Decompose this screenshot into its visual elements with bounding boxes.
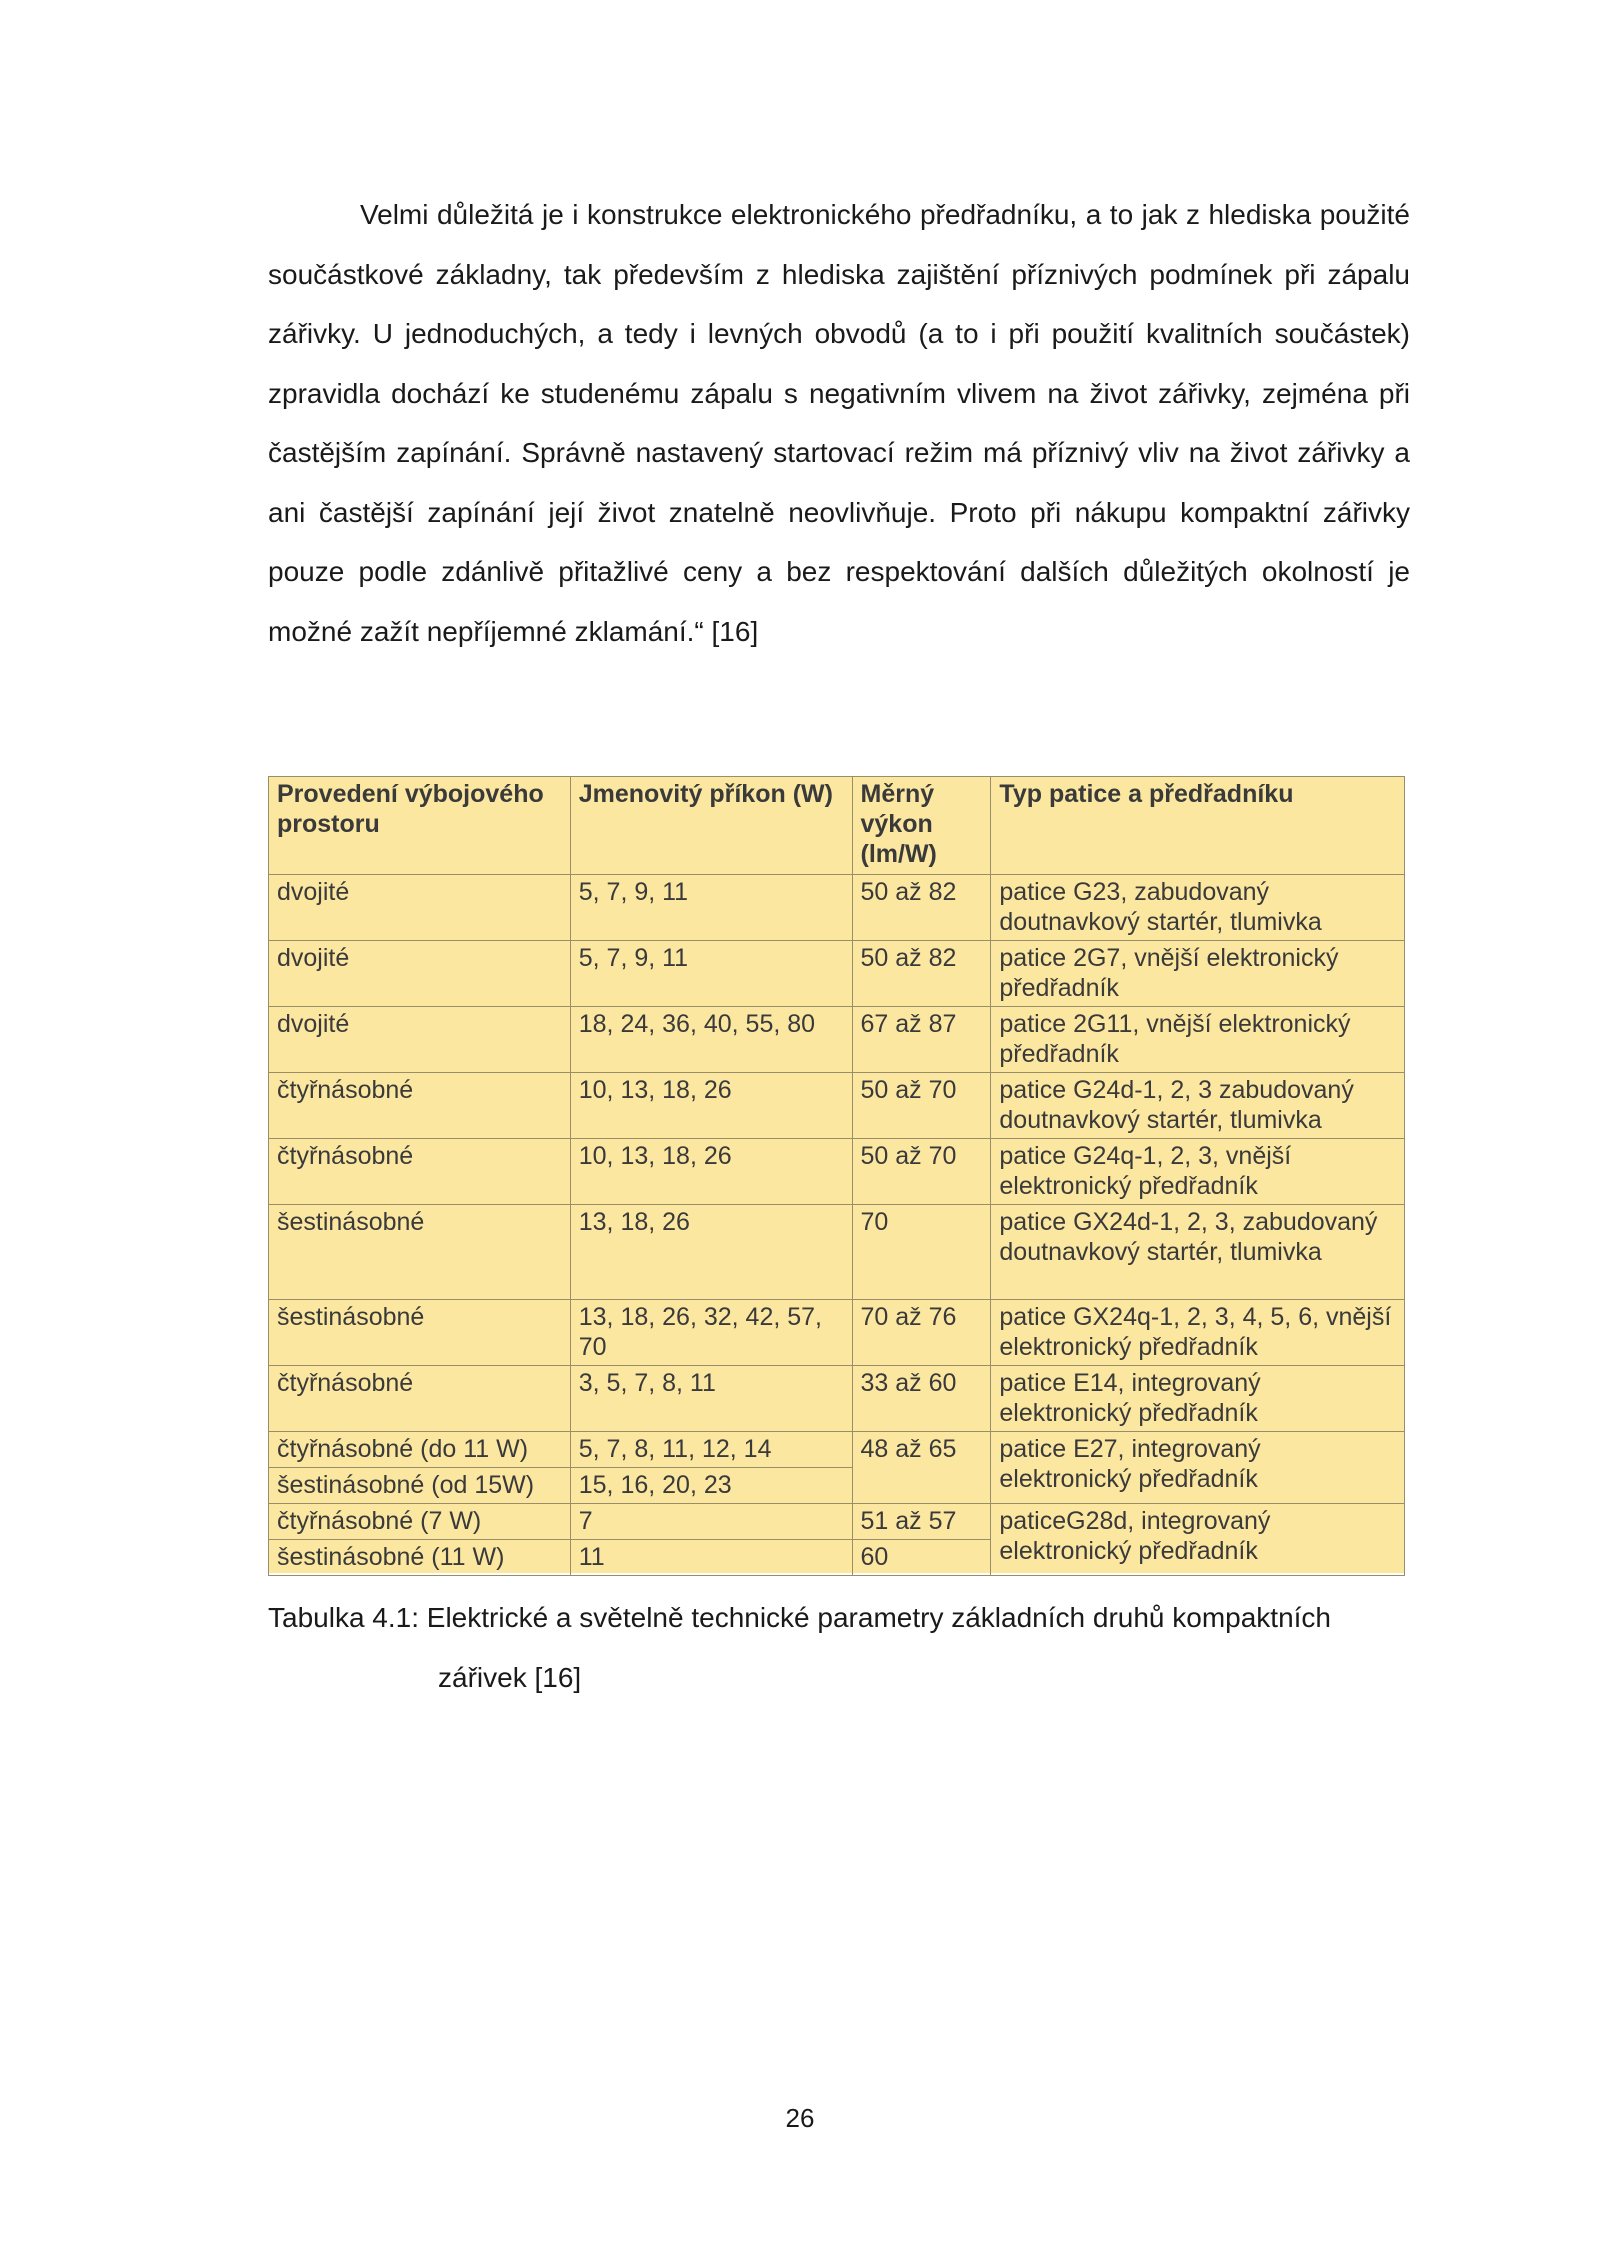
table-cell: paticeG28d, integrovaný elektronický předřadník — [991, 1504, 1405, 1576]
table-header-row — [269, 777, 1405, 875]
table-cell: šestinásobné (11 W) — [269, 1540, 571, 1576]
table-cell: čtyřnásobné — [269, 1139, 571, 1205]
table-row — [269, 1007, 1405, 1073]
header-discharge-space: Provedení výbojového prostoru — [269, 777, 571, 875]
body-paragraph — [268, 185, 1410, 661]
table-cell: patice E14, integrovaný elektronický předřadník — [991, 1366, 1405, 1432]
header-luminous-efficacy: Měrný výkon (lm/W) — [852, 777, 991, 875]
table-caption — [268, 1588, 1410, 1708]
table-cell: 7 — [570, 1504, 852, 1540]
table-cell: 50 až 70 — [852, 1073, 991, 1139]
table-cell: 10, 13, 18, 26 — [570, 1139, 852, 1205]
table-row — [269, 1073, 1405, 1139]
table-cell: šestinásobné — [269, 1205, 571, 1300]
table-cell: 5, 7, 8, 11, 12, 14 — [570, 1432, 852, 1468]
table-cell: šestinásobné — [269, 1300, 571, 1366]
table-cell: 51 až 57 — [852, 1504, 991, 1540]
table-cell: 15, 16, 20, 23 — [570, 1468, 852, 1504]
table-cell: 13, 18, 26 — [570, 1205, 852, 1300]
parameters-table — [268, 776, 1405, 1576]
table-row — [269, 875, 1405, 941]
table-cell: patice GX24q-1, 2, 3, 4, 5, 6, vnější elektronický předřadník — [991, 1300, 1405, 1366]
table-cell: patice G23, zabudovaný doutnavkový startér, tlumivka — [991, 875, 1405, 941]
table-cell: patice GX24d-1, 2, 3, zabudovaný doutnavkový startér, tlumivka — [991, 1205, 1405, 1300]
table-cell: 5, 7, 9, 11 — [570, 875, 852, 941]
table-cell: čtyřnásobné (7 W) — [269, 1504, 571, 1540]
parameters-table-container — [268, 776, 1405, 1573]
table-cell: čtyřnásobné (do 11 W) — [269, 1432, 571, 1468]
caption-line-1: Tabulka 4.1: Elektrické a světelně technické parametry základních druhů kompaktních — [268, 1602, 1332, 1633]
table-cell: 10, 13, 18, 26 — [570, 1073, 852, 1139]
caption-line-2: zářivek [16] — [438, 1662, 582, 1693]
table-cell: 13, 18, 26, 32, 42, 57, 70 — [570, 1300, 852, 1366]
table-cell: čtyřnásobné — [269, 1073, 571, 1139]
table-row — [269, 1366, 1405, 1432]
table-cell: patice G24q-1, 2, 3, vnější elektronický předřadník — [991, 1139, 1405, 1205]
table-cell: 3, 5, 7, 8, 11 — [570, 1366, 852, 1432]
table-cell: patice G24d-1, 2, 3 zabudovaný doutnavkový startér, tlumivka — [991, 1073, 1405, 1139]
table-cell: dvojité — [269, 1007, 571, 1073]
table-row — [269, 1300, 1405, 1366]
header-base-and-ballast: Typ patice a předřadníku — [991, 777, 1405, 875]
table-cell: 5, 7, 9, 11 — [570, 941, 852, 1007]
table-cell: 33 až 60 — [852, 1366, 991, 1432]
table-row — [269, 1504, 1405, 1540]
paragraph-text: Velmi důležitá je i konstrukce elektronického předřadníku, a to jak z hlediska použité součástkové základny, tak především z hlediska zajištění příznivých podmínek při zápalu zářivky. U jednoduchých, a tedy i levných obvodů (a to i při použití kvalitních součástek) zpravidla dochází ke studenému zápalu s negativním vlivem na život zářivky, zejména při častějším zapínání. Správně nastavený startovací režim má příznivý vliv na život zářivky a ani častější zapínání její život znatelně neovlivňuje. Proto při nákupu kompaktní zářivky pouze podle zdánlivě přitažlivé ceny a bez respektování dalších důležitých okolností je možné zažít nepříjemné zklamání.“ [16] — [268, 199, 1410, 647]
table-cell: dvojité — [269, 941, 571, 1007]
table-cell: 11 — [570, 1540, 852, 1576]
table-cell: patice 2G11, vnější elektronický předřadník — [991, 1007, 1405, 1073]
table-cell: 18, 24, 36, 40, 55, 80 — [570, 1007, 852, 1073]
table-row — [269, 941, 1405, 1007]
table-cell: dvojité — [269, 875, 571, 941]
table-cell: čtyřnásobné — [269, 1366, 571, 1432]
table-cell: 60 — [852, 1540, 991, 1576]
table-cell: 50 až 82 — [852, 875, 991, 941]
table-cell: 48 až 65 — [852, 1432, 991, 1504]
table-cell: 50 až 82 — [852, 941, 991, 1007]
table-cell: 50 až 70 — [852, 1139, 991, 1205]
table-cell: šestinásobné (od 15W) — [269, 1468, 571, 1504]
table-row — [269, 1432, 1405, 1468]
table-cell: 67 až 87 — [852, 1007, 991, 1073]
table-row — [269, 1139, 1405, 1205]
table-cell: patice 2G7, vnější elektronický předřadník — [991, 941, 1405, 1007]
table-row — [269, 1205, 1405, 1300]
table-cell: patice E27, integrovaný elektronický předřadník — [991, 1432, 1405, 1504]
header-rated-power: Jmenovitý příkon (W) — [570, 777, 852, 875]
page-number: 26 — [785, 2103, 815, 2133]
table-cell: 70 až 76 — [852, 1300, 991, 1366]
table-cell: 70 — [852, 1205, 991, 1300]
